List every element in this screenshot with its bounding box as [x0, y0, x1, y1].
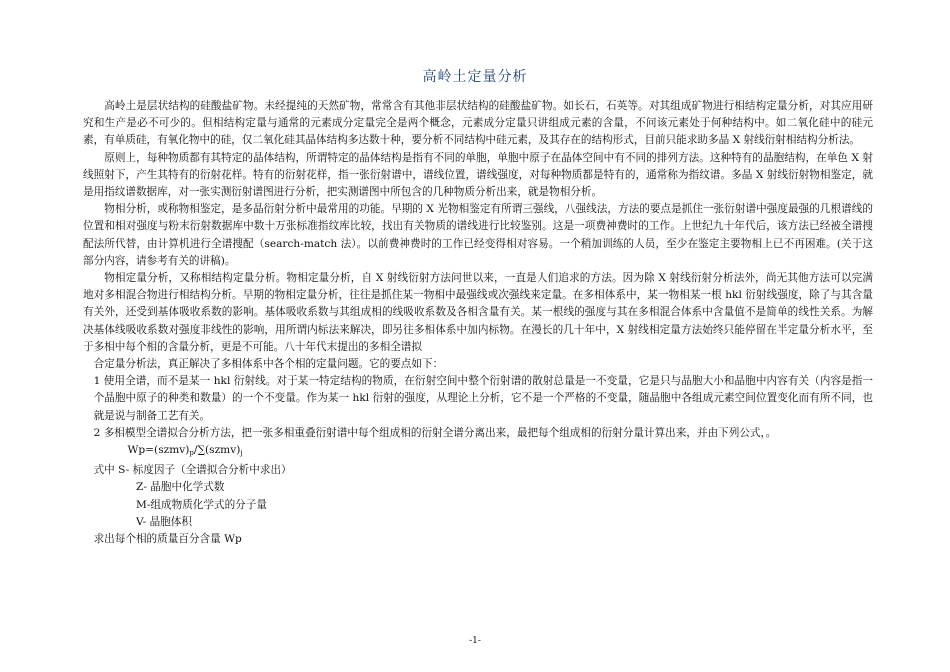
definition-s: 式中 S- 标度因子（全谱拟合分析中求出）: [93, 464, 292, 477]
paragraph-quantitative-analysis: 物相定量分析，又称相结构定量分析。物相定量分析，自 X 射线衍射方法问世以来，一直是人们追求的方法。因为除 X 射线衍射分析法外，尚无其他方法可以完满地对多相混合物进行相结构分析。早期的物相定量分析，往往是抓住某一物相中最强线或次强线来定量。在多相体系中，某一物相某一根 hkl 衍射线强度，除了与其含量有关外，还受到基体吸收系数的影响。基体吸收系数与其组成相的线吸收系数及各相含量有关。某一根线的强度与其在多相混合体系中含量值不是简单的线性关系。为解决基体线吸收系数对强度非线性的影响，用所谓内标法来解决，即另往多相体系中加内标物。在漫长的几十年中，X 射线相定量方法始终只能停留在半定量分析水平，至于多相中每个相的含量分析，更是不可能。八十年代末提出的多相全谱拟: [83, 272, 873, 353]
paragraph-point-1: 1 使用全谱，而不是某一 hkl 衍射线。对于某一特定结构的物质，在衍射空间中整个衍射谱的散射总量是一不变量，它是只与晶胞大小和晶胞中内容有关（内容是指一个晶胞中原子的种类和数量）的一个不变量。作为某一 hkl 衍射的强度，从理论上分析，它不是一个严格的不变量，随晶胞中各组成元素空间位置变化而有所不同，也就是说与制备工艺有关。: [93, 375, 873, 422]
paragraph-method-intro: 合定量分析法，真正解决了多相体系中各个相的定量问题。它的要点如下：: [93, 358, 444, 371]
paragraph-intro: 高岭土是层状结构的硅酸盐矿物。未经提纯的天然矿物，常常含有其他非层状结构的硅酸盐矿物。如长石，石英等。对其组成矿物进行相结构定量分析，对其应用研究和生产是必不可少的。但相结构定量与通常的元素成分定量完全是两个概念，元素成分定量只讲组成元素的含量，不问该元素处于何种结构中。如二氧化硅中的硅元素，有单质硅，有氧化物中的硅，仅二氧化硅其晶体结构多达数十种，要分析不同结构中硅元素，及其存在的结构形式，目前只能求助多晶 X 射线衍射相结构分析法。: [83, 100, 873, 147]
definition-z: Z- 晶胞中化学式数: [136, 481, 225, 494]
definition-v: V- 晶胞体积: [136, 515, 192, 528]
formula: [83, 442, 873, 462]
paragraph-point-2: 2 多相模型全谱拟合分析方法，把一张多相重叠衍射谱中每个组成相的衍射全谱分离出来，最把每个组成相的衍射分量计算出来，并由下列公式，。: [93, 426, 777, 439]
page-number: -1-: [469, 636, 481, 646]
definition-result: 求出每个相的质量百分含量 Wp: [93, 533, 242, 546]
formula-subscript-j: j: [240, 449, 243, 458]
formula-denominator: /∑(szmv): [193, 444, 241, 457]
document-body: [83, 98, 873, 548]
paragraph-principle: 原则上，每种物质都有其特定的晶体结构，所谓特定的晶体结构是指有不同的单胞，单胞中原子在晶体空间中有不同的排列方法。这种特有的晶胞结构，在单色 X 射线照射下，产生其特有的衍射花样。特有的衍射花样，指一张衍射谱中，谱线位置，谱线强度，对每种物质都是特有的，通常称为指纹谱。多晶 X 射线衍射物相鉴定，就是用指纹谱数据库，对一张实测衍射谱图进行分析，把实测谱图中所包含的几种物质分析出来，就是物相分析。: [83, 151, 873, 199]
definition-m: M-组成物质化学式的分子量: [136, 498, 267, 511]
formula-main: Wp=(szmv): [127, 444, 190, 457]
formula-subscript-p: p: [189, 449, 194, 458]
page-title: 高岭土定量分析: [422, 69, 528, 85]
paragraph-phase-identification: 物相分析，或称物相鉴定，是多晶衍射分析中最常用的功能。早期的 X 光物相鉴定有所谓三强线，八强线法，方法的要点是抓住一张衍射谱中强度最强的几根谱线的位置和相对强度与粉末衍射数据库中数十万张标准指纹库比较，找出有关物质的谱线进行比较鉴别。这是一项费神费时的工作。上世纪九十年代后，该方法已经被全谱搜配法所代替，由计算机进行全谱搜配（search-match 法）。以前费神费时的工作已经变得相对容易。一个稍加训练的人员，至少在鉴定主要物相上已不再困难。(关于这部分内容，请参考有关的讲稿)。: [83, 203, 873, 267]
